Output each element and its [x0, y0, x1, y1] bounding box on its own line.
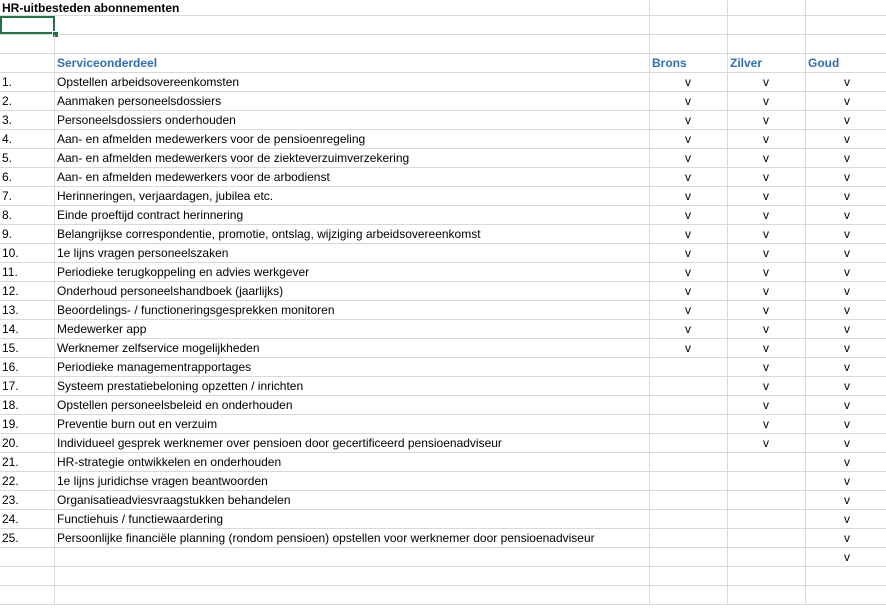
- zilver-check[interactable]: v: [728, 396, 806, 414]
- service-cell[interactable]: Herinneringen, verjaardagen, jubilea etc.: [55, 187, 650, 205]
- cell[interactable]: [0, 586, 55, 604]
- service-cell[interactable]: Onderhoud personeelshandboek (jaarlijks): [55, 282, 650, 300]
- zilver-check[interactable]: v: [728, 415, 806, 433]
- cell[interactable]: [55, 586, 650, 604]
- table-row: [0, 111, 886, 130]
- service-cell[interactable]: Aan- en afmelden medewerkers voor de ziekteverzuimverzekering: [55, 149, 650, 167]
- zilver-check[interactable]: v: [728, 377, 806, 395]
- row-number[interactable]: 3.: [0, 111, 55, 129]
- brons-check[interactable]: v: [650, 339, 728, 357]
- service-cell[interactable]: Beoordelings- / functioneringsgesprekken monitoren: [55, 301, 650, 319]
- table-row: [0, 187, 886, 206]
- header-brons[interactable]: Brons: [650, 54, 728, 72]
- goud-check[interactable]: v: [844, 189, 850, 203]
- zilver-check[interactable]: v: [728, 339, 806, 357]
- zilver-check[interactable]: v: [728, 187, 806, 205]
- brons-check[interactable]: v: [650, 225, 728, 243]
- cell[interactable]: [55, 567, 650, 585]
- service-cell[interactable]: Aan- en afmelden medewerkers voor de arbodienst: [55, 168, 650, 186]
- service-cell[interactable]: Persoonlijke financiële planning (rondom pensioen) opstellen voor werknemer door pensioenadviseur: [55, 529, 650, 547]
- brons-check[interactable]: v: [650, 320, 728, 338]
- table-row: [0, 491, 886, 510]
- table-row: [0, 244, 886, 263]
- service-cell[interactable]: Systeem prestatiebeloning opzetten / inrichten: [55, 377, 650, 395]
- cell[interactable]: [650, 586, 728, 604]
- table-row: [0, 320, 886, 339]
- service-cell[interactable]: Aan- en afmelden medewerkers voor de pensioenregeling: [55, 130, 650, 148]
- brons-check[interactable]: v: [650, 263, 728, 281]
- cell[interactable]: [0, 35, 55, 53]
- zilver-check[interactable]: v: [728, 301, 806, 319]
- service-cell[interactable]: 1e lijns juridichse vragen beantwoorden: [55, 472, 650, 490]
- row-number[interactable]: 2.: [0, 92, 55, 110]
- brons-check[interactable]: [650, 415, 728, 433]
- service-cell[interactable]: Organisatieadviesvraagstukken behandelen: [55, 491, 650, 509]
- service-cell[interactable]: Opstellen arbeidsovereenkomsten: [55, 73, 650, 91]
- brons-check[interactable]: [650, 377, 728, 395]
- brons-check[interactable]: v: [650, 92, 728, 110]
- brons-check[interactable]: v: [650, 206, 728, 224]
- row-number[interactable]: 6.: [0, 168, 55, 186]
- table-row: [0, 130, 886, 149]
- zilver-check[interactable]: v: [728, 434, 806, 452]
- table-row: [0, 472, 886, 491]
- zilver-check[interactable]: v: [728, 206, 806, 224]
- goud-check[interactable]: v: [844, 284, 850, 298]
- service-cell[interactable]: Opstellen personeelsbeleid en onderhouden: [55, 396, 650, 414]
- brons-check[interactable]: v: [650, 73, 728, 91]
- goud-check[interactable]: v: [844, 113, 850, 127]
- table-row: [0, 510, 886, 529]
- zilver-check[interactable]: v: [728, 244, 806, 262]
- row-number[interactable]: [0, 548, 55, 566]
- goud-check[interactable]: v: [844, 227, 850, 241]
- brons-check[interactable]: [650, 472, 728, 490]
- brons-check[interactable]: [650, 491, 728, 509]
- cell[interactable]: [806, 586, 886, 604]
- table-row: [0, 529, 886, 548]
- zilver-check[interactable]: v: [728, 168, 806, 186]
- row-number[interactable]: 10.: [0, 244, 55, 262]
- row-number[interactable]: 16.: [0, 358, 55, 376]
- cell[interactable]: [0, 567, 55, 585]
- zilver-check[interactable]: v: [728, 130, 806, 148]
- header-zilver[interactable]: Zilver: [728, 54, 806, 72]
- cell[interactable]: [55, 35, 650, 53]
- brons-check[interactable]: [650, 358, 728, 376]
- header-goud[interactable]: Goud: [808, 56, 840, 70]
- row-number[interactable]: 8.: [0, 206, 55, 224]
- row-number[interactable]: 21.: [0, 453, 55, 471]
- cell[interactable]: [806, 567, 886, 585]
- cell[interactable]: [728, 0, 806, 15]
- zilver-check[interactable]: [728, 529, 806, 547]
- brons-check[interactable]: [650, 453, 728, 471]
- row-number[interactable]: 23.: [0, 491, 55, 509]
- service-cell[interactable]: [55, 548, 650, 566]
- row-number[interactable]: 13.: [0, 301, 55, 319]
- brons-check[interactable]: v: [650, 282, 728, 300]
- table-row: [0, 377, 886, 396]
- brons-check[interactable]: [650, 529, 728, 547]
- row-number[interactable]: 18.: [0, 396, 55, 414]
- zilver-check[interactable]: v: [728, 358, 806, 376]
- cell[interactable]: [650, 16, 728, 34]
- row-number[interactable]: 19.: [0, 415, 55, 433]
- row-number[interactable]: 17.: [0, 377, 55, 395]
- row-number[interactable]: 4.: [0, 130, 55, 148]
- zilver-check[interactable]: v: [728, 92, 806, 110]
- service-cell[interactable]: Periodieke managementrapportages: [55, 358, 650, 376]
- sheet-title[interactable]: HR-uitbesteden abonnementen: [0, 0, 650, 15]
- table-row: [0, 548, 886, 567]
- goud-check[interactable]: v: [844, 360, 850, 374]
- brons-check[interactable]: [650, 434, 728, 452]
- row-number[interactable]: 9.: [0, 225, 55, 243]
- brons-check[interactable]: v: [650, 187, 728, 205]
- row-number[interactable]: 12.: [0, 282, 55, 300]
- table-row: [0, 339, 886, 358]
- goud-check[interactable]: v: [844, 170, 850, 184]
- service-cell[interactable]: Individueel gesprek werknemer over pensioen door gecertificeerd pensioenadviseur: [55, 434, 650, 452]
- brons-check[interactable]: v: [650, 168, 728, 186]
- service-cell[interactable]: Belangrijkse correspondentie, promotie, ontslag, wijziging arbeidsovereenkomst: [55, 225, 650, 243]
- cell[interactable]: [728, 567, 806, 585]
- empty-row: [0, 567, 886, 586]
- brons-check[interactable]: [650, 510, 728, 528]
- header-service[interactable]: Serviceonderdeel: [55, 54, 650, 72]
- row-number[interactable]: 14.: [0, 320, 55, 338]
- row-number[interactable]: 20.: [0, 434, 55, 452]
- goud-check[interactable]: v: [844, 246, 850, 260]
- selected-cell[interactable]: [0, 16, 55, 34]
- cell[interactable]: [806, 16, 886, 34]
- brons-check[interactable]: [650, 396, 728, 414]
- goud-check[interactable]: v: [844, 94, 850, 108]
- empty-row: [0, 586, 886, 605]
- goud-check[interactable]: v: [844, 265, 850, 279]
- zilver-check[interactable]: v: [728, 282, 806, 300]
- brons-check[interactable]: v: [650, 130, 728, 148]
- zilver-check[interactable]: v: [728, 320, 806, 338]
- goud-check[interactable]: v: [844, 132, 850, 146]
- cell[interactable]: [806, 0, 886, 15]
- goud-check[interactable]: v: [844, 455, 850, 469]
- table-row: [0, 92, 886, 111]
- goud-check[interactable]: v: [844, 550, 850, 564]
- brons-check[interactable]: v: [650, 244, 728, 262]
- row-number[interactable]: 5.: [0, 149, 55, 167]
- goud-check[interactable]: v: [844, 493, 850, 507]
- service-cell[interactable]: Medewerker app: [55, 320, 650, 338]
- goud-check[interactable]: v: [844, 436, 850, 450]
- cell[interactable]: [650, 35, 728, 53]
- goud-check[interactable]: v: [844, 512, 850, 526]
- service-cell[interactable]: Personeelsdossiers onderhouden: [55, 111, 650, 129]
- cell[interactable]: [728, 586, 806, 604]
- row-number[interactable]: 15.: [0, 339, 55, 357]
- table-row: [0, 415, 886, 434]
- zilver-check[interactable]: [728, 510, 806, 528]
- goud-check[interactable]: v: [844, 341, 850, 355]
- service-cell[interactable]: Werknemer zelfservice mogelijkheden: [55, 339, 650, 357]
- table-row: [0, 358, 886, 377]
- brons-check[interactable]: v: [650, 111, 728, 129]
- service-cell[interactable]: 1e lijns vragen personeelszaken: [55, 244, 650, 262]
- row-number[interactable]: 22.: [0, 472, 55, 490]
- table-row: [0, 282, 886, 301]
- goud-check[interactable]: v: [844, 208, 850, 222]
- table-row: [0, 434, 886, 453]
- goud-check[interactable]: v: [844, 417, 850, 431]
- zilver-check[interactable]: v: [728, 111, 806, 129]
- cell[interactable]: [650, 567, 728, 585]
- table-row: [0, 168, 886, 187]
- brons-check[interactable]: v: [650, 301, 728, 319]
- goud-check[interactable]: v: [844, 303, 850, 317]
- goud-check[interactable]: v: [844, 531, 850, 545]
- table-row: [0, 263, 886, 282]
- brons-check[interactable]: v: [650, 149, 728, 167]
- header-row: [0, 54, 886, 73]
- service-cell[interactable]: Aanmaken personeelsdossiers: [55, 92, 650, 110]
- table-row: [0, 301, 886, 320]
- empty-row: [0, 16, 886, 35]
- cell[interactable]: [728, 16, 806, 34]
- service-cell[interactable]: Functiehuis / functiewaardering: [55, 510, 650, 528]
- goud-check[interactable]: v: [844, 75, 850, 89]
- table-row: [0, 149, 886, 168]
- cell[interactable]: [806, 35, 886, 53]
- title-row: [0, 0, 886, 16]
- row-number[interactable]: 1.: [0, 73, 55, 91]
- zilver-check[interactable]: v: [728, 225, 806, 243]
- goud-check[interactable]: v: [844, 398, 850, 412]
- cell[interactable]: [650, 0, 728, 15]
- service-cell[interactable]: Periodieke terugkoppeling en advies werkgever: [55, 263, 650, 281]
- table-row: [0, 453, 886, 472]
- table-row: [0, 225, 886, 244]
- service-cell[interactable]: Preventie burn out en verzuim: [55, 415, 650, 433]
- brons-check[interactable]: [650, 548, 728, 566]
- service-cell[interactable]: HR-strategie ontwikkelen en onderhouden: [55, 453, 650, 471]
- row-number[interactable]: 25.: [0, 529, 55, 547]
- row-number[interactable]: 7.: [0, 187, 55, 205]
- table-row: [0, 73, 886, 92]
- zilver-check[interactable]: [728, 472, 806, 490]
- zilver-check[interactable]: [728, 453, 806, 471]
- row-number[interactable]: 11.: [0, 263, 55, 281]
- goud-check[interactable]: v: [844, 474, 850, 488]
- zilver-check[interactable]: v: [728, 263, 806, 281]
- zilver-check[interactable]: v: [728, 73, 806, 91]
- zilver-check[interactable]: v: [728, 149, 806, 167]
- empty-row: [0, 35, 886, 54]
- cell[interactable]: [728, 35, 806, 53]
- goud-check[interactable]: v: [844, 151, 850, 165]
- goud-check[interactable]: v: [844, 379, 850, 393]
- zilver-check[interactable]: [728, 548, 806, 566]
- table-row: [0, 206, 886, 225]
- zilver-check[interactable]: [728, 491, 806, 509]
- cell[interactable]: [55, 16, 650, 34]
- goud-check[interactable]: v: [844, 322, 850, 336]
- row-number[interactable]: 24.: [0, 510, 55, 528]
- table-row: [0, 396, 886, 415]
- service-cell[interactable]: Einde proeftijd contract herinnering: [55, 206, 650, 224]
- header-num[interactable]: [0, 54, 55, 72]
